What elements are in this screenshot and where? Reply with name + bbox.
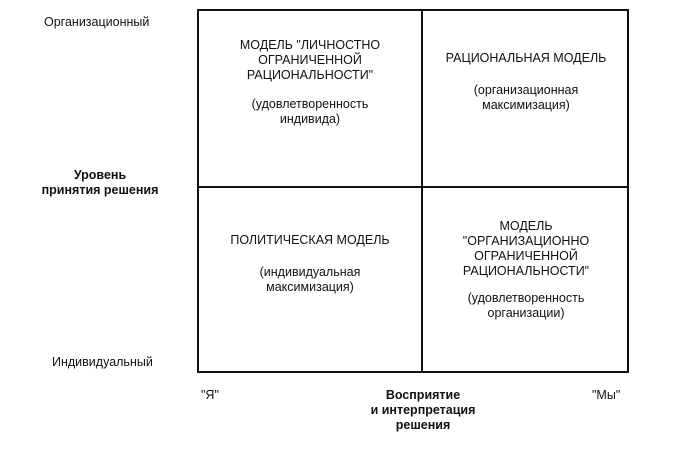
quadrant-bottom-right-title: МОДЕЛЬ "ОРГАНИЗАЦИОННО ОГРАНИЧЕННОЙ РАЦИОНАЛЬНОСТИ" xyxy=(462,219,590,278)
vertical-divider xyxy=(421,9,423,373)
quadrant-top-left xyxy=(205,38,415,127)
quadrant-bottom-left-title: ПОЛИТИЧЕСКАЯ МОДЕЛЬ xyxy=(230,233,390,247)
quadrant-top-right xyxy=(428,51,624,113)
quadrant-top-left-title: МОДЕЛЬ "ЛИЧНОСТНО ОГРАНИЧЕННОЙ РАЦИОНАЛЬНОСТИ" xyxy=(239,38,381,82)
quadrant-bottom-right xyxy=(428,219,624,321)
quadrant-top-right-title: РАЦИОНАЛЬНАЯ МОДЕЛЬ xyxy=(445,51,607,65)
x-axis-title: Восприятие и интерпретация решения xyxy=(370,388,476,432)
quadrant-bottom-left-subtitle: (индивидуальная максимизация) xyxy=(259,265,361,294)
quadrant-bottom-right-subtitle: (удовлетворенность организации) xyxy=(467,291,585,320)
x-axis-left-label: "Я" xyxy=(201,388,219,402)
horizontal-divider xyxy=(197,186,629,188)
x-axis-right-label: "Мы" xyxy=(592,388,621,402)
y-axis-bottom-label: Индивидуальный xyxy=(52,355,153,369)
y-axis-top-label: Организационный xyxy=(44,15,150,29)
y-axis-title: Уровень принятия решения xyxy=(41,168,159,197)
quadrant-top-right-subtitle: (организационная максимизация) xyxy=(473,83,579,112)
quadrant-top-left-subtitle: (удовлетворенность индивида) xyxy=(251,97,369,126)
quadrant-bottom-left xyxy=(205,233,415,295)
